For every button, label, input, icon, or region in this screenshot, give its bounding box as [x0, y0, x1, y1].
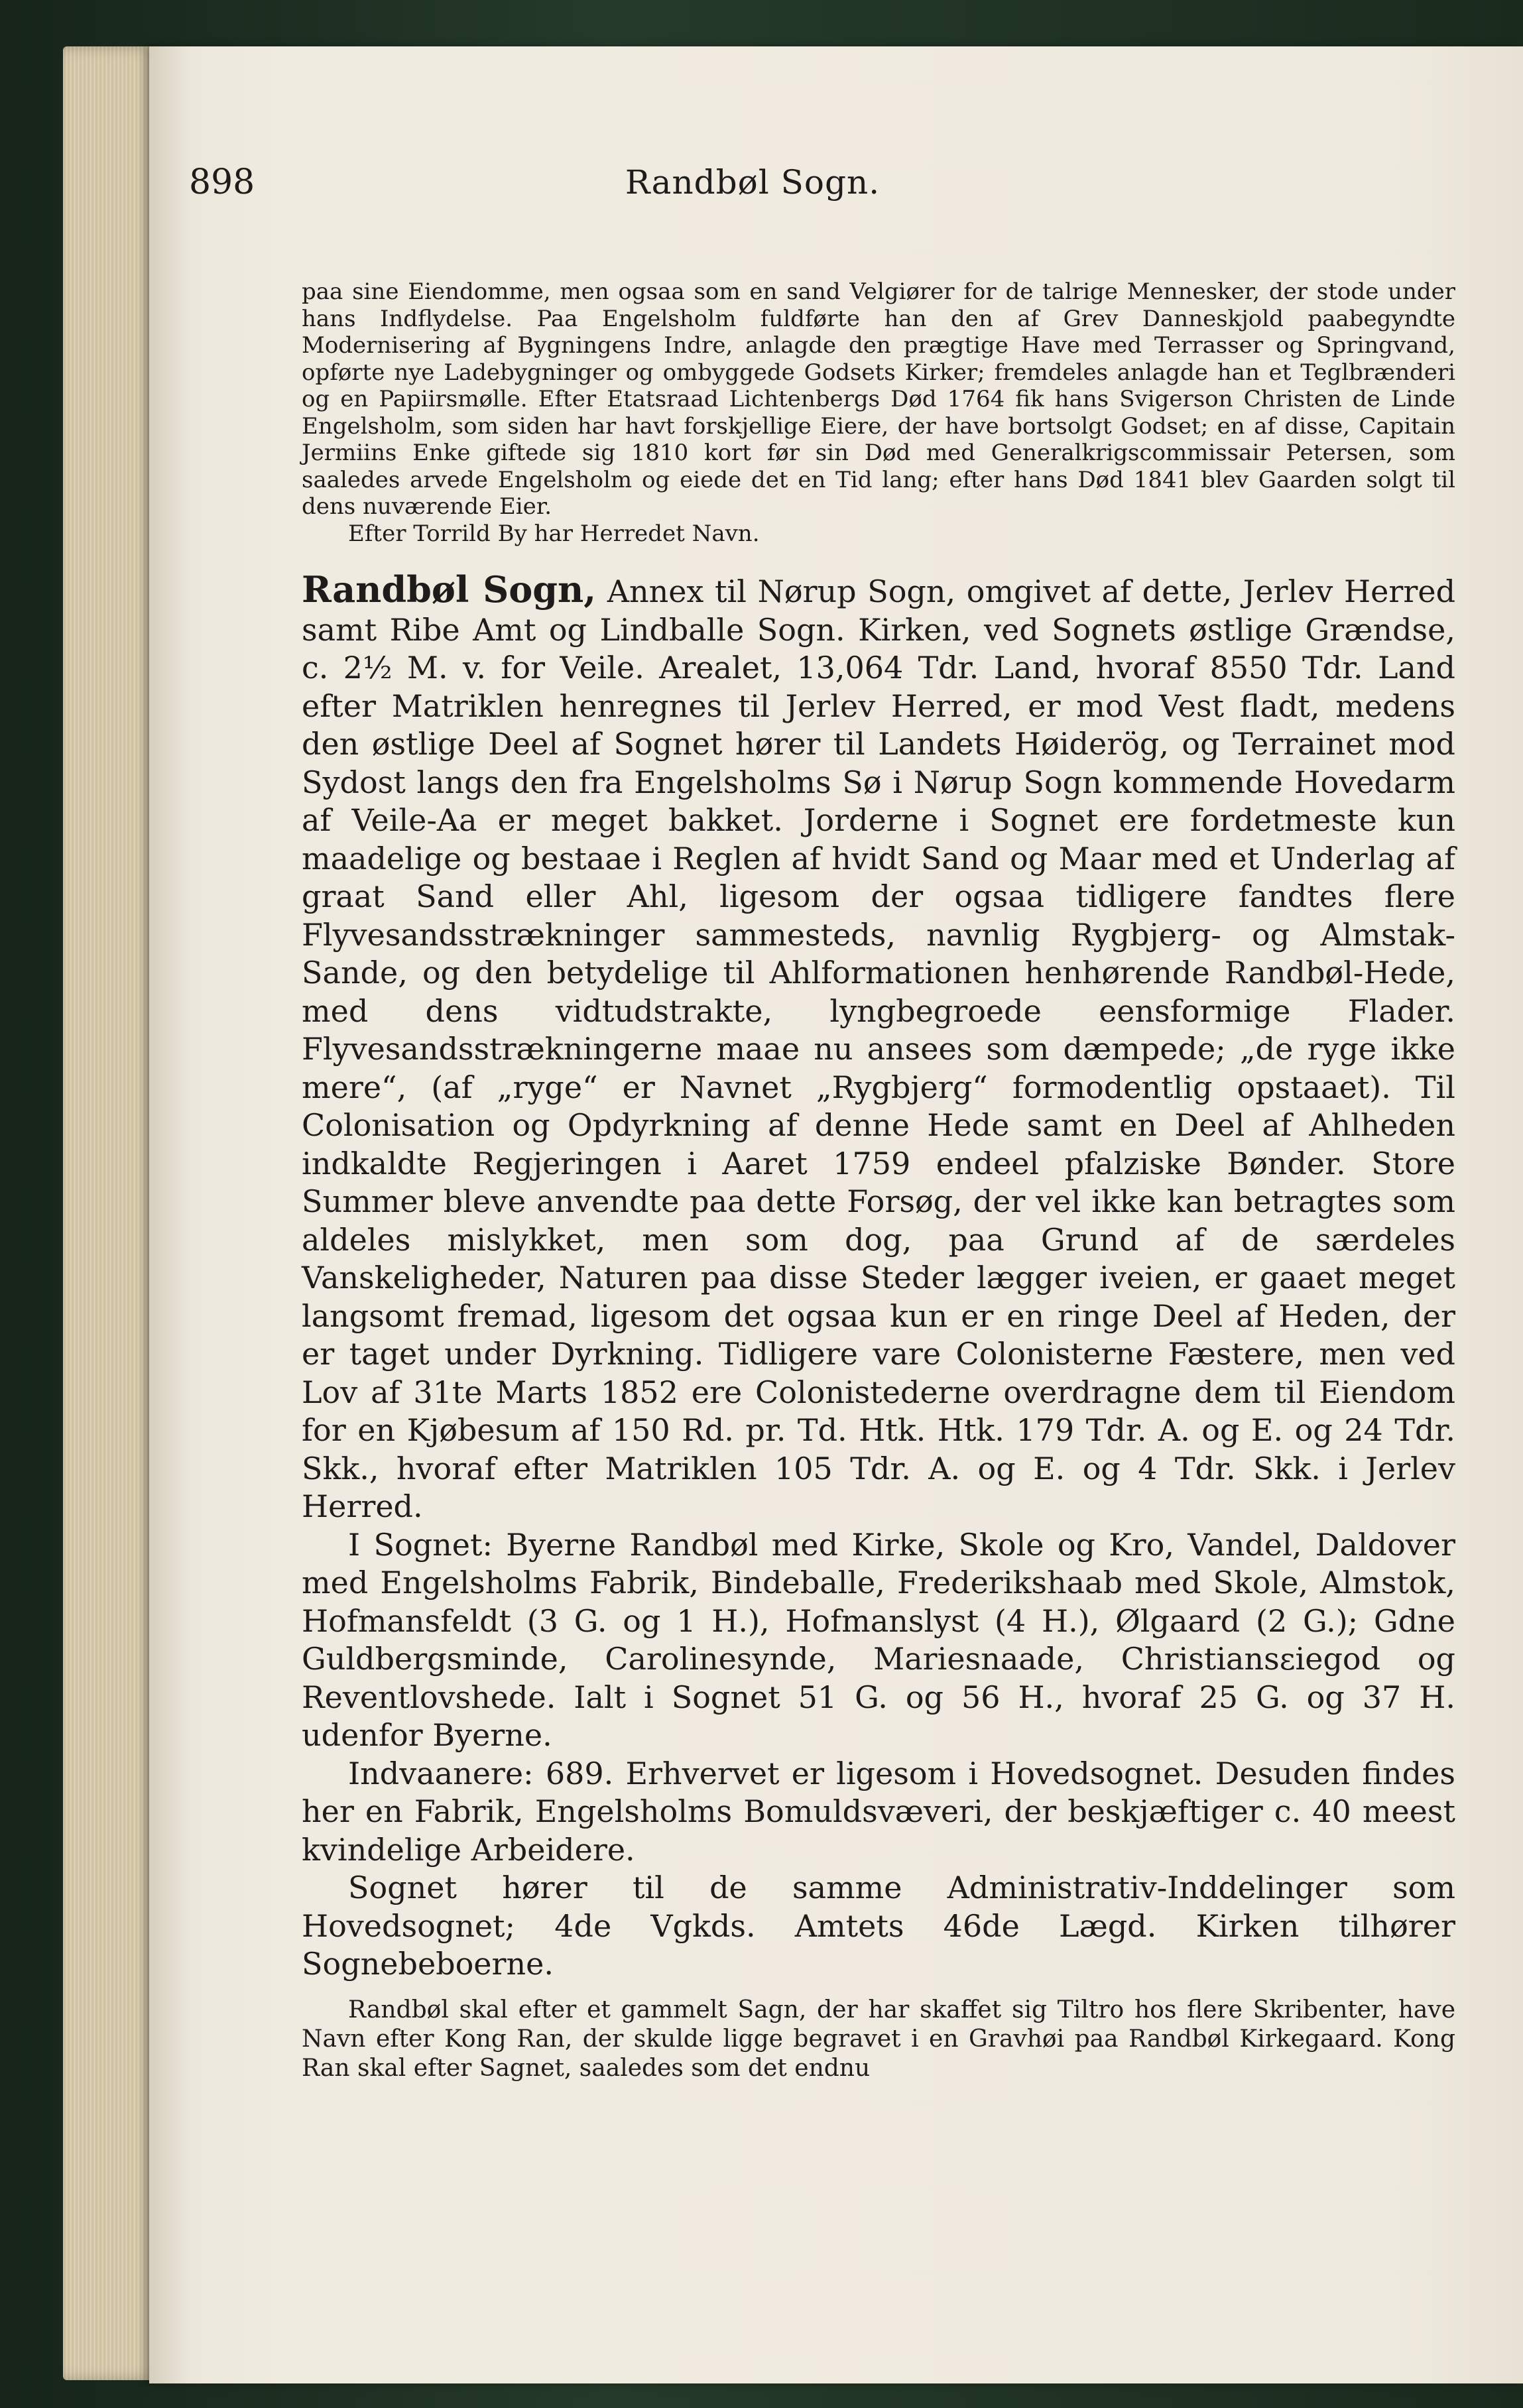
footnote: Randbøl skal efter et gammelt Sagn, der har skaffet sig Tiltro hos flere Skribenter, have Navn efter Kong Ran, der skulde ligge begravet i en Gravhøi paa Randbøl Kirkegaard. Kong Ran skal efter Sagnet, saaledes som det endnu — [302, 1996, 1455, 2082]
page-number: 898 — [189, 162, 255, 202]
section-heading: Randbøl Sogn, — [302, 568, 597, 611]
intro-paragraph: paa sine Eiendomme, men ogsaa som en sand Velgiører for de talrige Mennesker, der stode under hans Indflydelse. Paa Engelsholm fuldførte han den af Grev Danneskjold paabegyndte Modernisering af Bygningens Indre, anlagde den prægtige Have med Terrasser og Springvand, opførte nye Ladebygninger og ombyggede Godsets Kirker; fremdeles anlagde han et Teglbrænderi og en Papiirsmølle. Efter Etatsraad Lichtenbergs Død 1764 fik hans Svigerson Christen de Linde Engelsholm, som siden har havt forskjellige Eiere, der have bortsolgt Godset; en af disse, Capitain Jermiins Enke giftede sig 1810 kort før sin Død med Generalkrigscommissair Petersen, som saaledes arvede Engelsholm og eiede det en Tid lang; efter hans Død 1841 blev Gaarden solgt til dens nuværende Eier. — [302, 278, 1455, 520]
section-paragraph: I Sognet: Byerne Randbøl med Kirke, Skole og Kro, Vandel, Daldover med Engelsholms Fabrik, Bindeballe, Frederikshaab med Skole, Almstok, Hofmansfeldt (3 G. og 1 H.), Hofmanslyst (4 H.), Ølgaard (2 G.); Gdne Guldbergsminde, Carolinesynde, Mariesnaade, Christiansεiegod og Reventlovshede. Ialt i Sognet 51 G. og 56 H., hvoraf 25 G. og 37 H. udenfor Byerne. — [302, 1526, 1455, 1753]
running-title: Randbøl Sogn. — [625, 163, 881, 202]
section-paragraph: Sognet hører til de samme Administrativ-Inddelinger som Hovedsognet; 4de Vgkds. Amtets 46de Lægd. Kirken tilhører Sognebeboerne. — [302, 1870, 1455, 1982]
page-content — [302, 278, 1455, 2083]
section-paragraph: Indvaanere: 689. Erhvervet er ligesom i Hovedsognet. Desuden findes her en Fabrik, Engelsholms Bomuldsvæveri, der beskjæftiger c. 40 meest kvindelige Arbeidere. — [302, 1755, 1455, 1868]
section-paragraph-text: Annex til Nørup Sogn, omgivet af dette, Jerlev Herred samt Ribe Amt og Lindballe Sogn. Kirken, ved Sognets østlige Grændse, c. 2½ M. v. for Veile. Arealet, 13,064 Tdr. Land, hvoraf 8550 Tdr. Land efter Matriklen henregnes til Jerlev Herred, er mod Vest fladt, medens den østlige Deel af Sognet hører til Landets Høiderög, og Terrainet mod Sydost langs den fra Engelsholms Sø i Nørup Sogn kommende Hovedarm af Veile-Aa er meget bakket. Jorderne i Sognet ere fordetmeste kun maadelige og bestaae i Reglen af hvidt Sand og Maar med et Underlag af graat Sand eller Ahl, ligesom der ogsaa tidligere fandtes flere Flyvesandsstrækninger sammesteds, navnlig Rygbjerg- og Almstak-Sande, og den betydelige til Ahlformationen henhørende Randbøl-Hede, med dens vidtudstrakte, lyngbegroede eensformige Flader. Flyvesandsstrækningerne maae nu ansees som dæmpede; „de ryge ikke mere“, (af „ryge“ er Navnet „Rygbjerg“ formodentlig opstaaet). Til Colonisation og Opdyrkning af denne Hede samt en Deel af Ahlheden indkaldte Regjeringen i Aaret 1759 endeel pfalziske Bønder. Store Summer bleve anvendte paa dette Forsøg, der vel ikke kan betragtes som aldeles mislykket, men som dog, paa Grund af de særdeles Vanskeligheder, Naturen paa disse Steder lægger iveien, er gaaet meget langsomt fremad, ligesom det ogsaa kun er en ringe Deel af Heden, der er taget under Dyrkning. Tidligere vare Colonisterne Fæstere, men ved Lov af 31te Marts 1852 ere Colonistederne overdragne dem til Eiendom for en Kjøbesum af 150 Rd. pr. Td. Htk. Htk. 179 Tdr. A. og E. og 24 Tdr. Skk., hvoraf efter Matriklen 105 Tdr. A. og E. og 4 Tdr. Skk. i Jerlev Herred. — [302, 573, 1456, 1524]
section-paragraph — [302, 568, 1456, 1526]
page-edges — [63, 46, 162, 2380]
intro-paragraph: Efter Torrild By har Herredet Navn. — [348, 520, 760, 547]
page-header — [189, 152, 1316, 212]
